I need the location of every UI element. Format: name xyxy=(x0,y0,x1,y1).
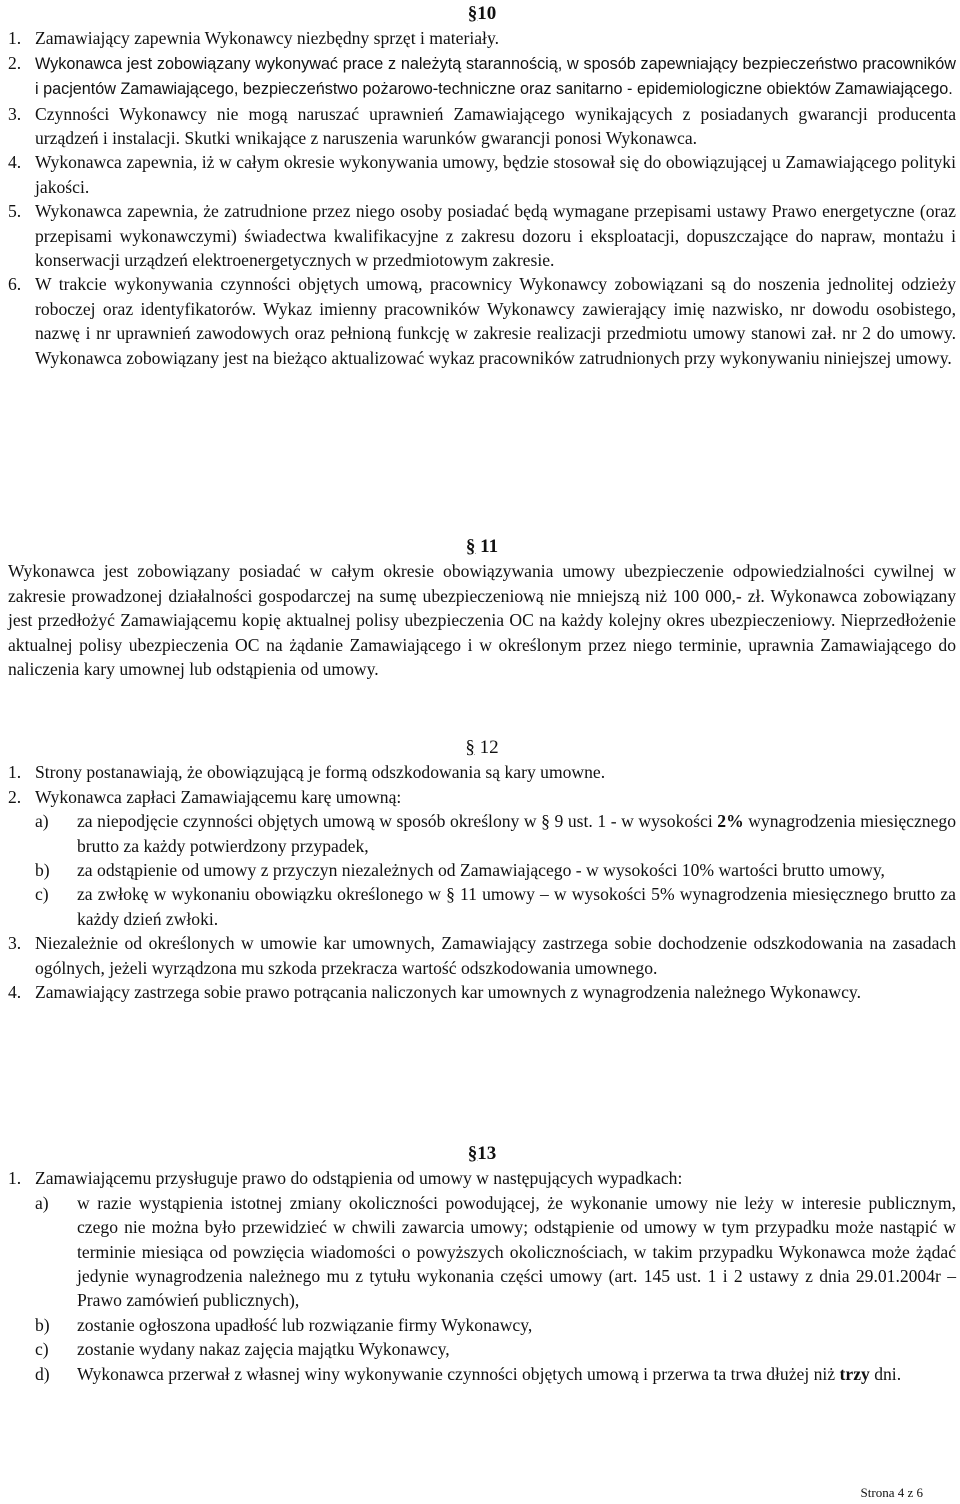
sub-list-item: b) za odstąpienie od umowy z przyczyn niezależnych od Zamawiającego - w wysokości 10% wartości brutto umowy, xyxy=(35,860,885,881)
section-11-heading: § 11 xyxy=(465,536,499,557)
list-item: 4. Wykonawca zapewnia, iż w całym okresie wykonywania umowy, będzie stosował się do obowiązującej u Zamawiającego polityki jakości. xyxy=(8,152,956,197)
section-10-heading: §10 xyxy=(467,3,497,24)
section-10 xyxy=(8,2,956,370)
list-item: 6. W trakcie wykonywania czynności objętych umową, pracownicy Wykonawcy zobowiązani są do noszenia jednolitej odzieży roboczej oraz identyfikatorów. Wykaz imienny pracowników Wykonawcy zawierający imię nazwisko, nr dowodu osobistego, nazwę i nr uprawnień zawodowych oraz pełnioną funkcję w zakresie realizacji przedmiotu umowy stanowi zał. nr 2 do umowy. Wykonawca zobowiązany jest na bieżąco aktualizować wykaz pracowników zatrudnionych przy wykonywaniu niniejszej umowy. xyxy=(8,274,956,368)
list-item: 3. Niezależnie od określonych w umowie kar umownych, Zamawiający zastrzega sobie dochodzenie odszkodowania na zasadach ogólnych, jeżeli wyrządzona mu szkoda przekracza wartość odszkodowania umownego. xyxy=(8,933,956,978)
sub-list-item: c) zostanie wydany nakaz zajęcia majątku Wykonawcy, xyxy=(35,1339,450,1360)
paragraph: Wykonawca jest zobowiązany posiadać w całym okresie obowiązywania umowy ubezpieczenie odpowiedzialności cywilnej w zakresie prowadzonej działalności gospodarczej na sumę ubezpieczeniową nie mniejszą niż 100 000,- zł. Wykonawca zobowiązany jest przedłożyć Zamawiającemu kopię aktualnej polisy ubezpieczenia OC na każdy kolejny okres ubezpieczeniowy. Nieprzedłożenie aktualnej polisy ubezpieczenia OC na żądanie Zamawiającego i w określonym przez niego terminie, uprawnia Zamawiającego do naliczenia kary umownej lub odstąpienia od umowy. xyxy=(8,561,956,680)
list-item: 1. Strony postanawiają, że obowiązującą je formą odszkodowania są kary umowne. xyxy=(8,762,606,783)
section-11 xyxy=(8,535,956,681)
sub-list-item: c) za zwłokę w wykonaniu obowiązku określonego w § 11 umowy – w wysokości 5% wynagrodzenia miesięcznego brutto za każdy dzień zwłoki. xyxy=(35,884,956,929)
list-item: 3. Czynności Wykonawcy nie mogą naruszać uprawnień Zamawiającego wynikających z posiadanych gwarancji producenta urządzeń i instalacji. Skutki wnikające z naruszenia warunków gwarancji ponosi Wykonawca. xyxy=(8,103,956,149)
list-item: 1. Zamawiającemu przysługuje prawo do odstąpienia od umowy w następujących wypadkach: xyxy=(8,1168,683,1189)
list-item: 4. Zamawiający zastrzega sobie prawo potrącania naliczonych kar umownych z wynagrodzenia należnego Wykonawcy. xyxy=(8,982,861,1003)
section-12 xyxy=(8,736,956,1004)
sub-list-item: a) za niepodjęcie czynności objętych umową w sposób określony w § 9 ust. 1 - w wysokości 2% wynagrodzenia miesięcznego brutto za każdy potwierdzony przypadek, xyxy=(35,811,956,856)
item-text-mixed-font: Wykonawca jest zobowiązany wykonywać prace z należytą starannością, w sposób zapewniający bezpieczeństwo pracowników i pacjentów Zamawiającego, bezpieczeństwo pożarowo-techniczne oraz sanitarno - epidemiologiczne obiektów Zamawiającego. xyxy=(35,54,956,99)
sub-list-item: b) zostanie ogłoszona upadłość lub rozwiązanie firmy Wykonawcy, xyxy=(35,1314,533,1335)
section-12-heading: § 12 xyxy=(465,737,499,758)
section-13 xyxy=(8,1142,956,1386)
list-item: 2. Wykonawca zapłaci Zamawiającemu karę umowną: xyxy=(8,786,402,807)
page-number: Strona 4 z 6 xyxy=(860,1485,923,1500)
list-item: 1. Zamawiający zapewnia Wykonawcy niezbędny sprzęt i materiały. xyxy=(8,28,499,49)
list-item: 2. Wykonawca jest zobowiązany wykonywać prace z należytą starannością, w sposób zapewniający bezpieczeństwo pracowników i pacjentów Zamawiającego, bezpieczeństwo pożarowo-techniczne oraz sanitarno - epidemiologiczne obiektów Zamawiającego. xyxy=(8,51,956,102)
sub-list-item: a) w razie wystąpienia istotnej zmiany okoliczności powodującej, że wykonanie umowy nie leży w interesie publicznym, czego nie można było przewidzieć w chwili zawarcia umowy; odstąpienie od umowy w tym przypadku może nastąpić w terminie miesiąca od powzięcia wiadomości o powyższych okolicznościach, w takim przypadku Wykonawca może żądać jedynie wynagrodzenia należnego mu z tytułu wykonania części umowy (art. 145 ust. 1 i 2 ustawy z dnia 29.01.2004r – Prawo zamówień publicznych), xyxy=(35,1192,956,1311)
sub-list-item: d) Wykonawca przerwał z własnej winy wykonywanie czynności objętych umową i przerwa ta trwa dłużej niż trzy dni. xyxy=(35,1363,902,1384)
list-item: 5. Wykonawca zapewnia, że zatrudnione przez niego osoby posiadać będą wymagane przepisami ustawy Prawo energetyczne (oraz przepisami wykonawczymi) świadectwa kwalifikacyjne z zakresu dozoru i eksploatacji, dopuszczające do napraw, montażu i konserwacji urządzeń elektroenergetycznych w przedmiotowym zakresie. xyxy=(8,201,956,271)
section-13-heading: §13 xyxy=(467,1143,497,1164)
